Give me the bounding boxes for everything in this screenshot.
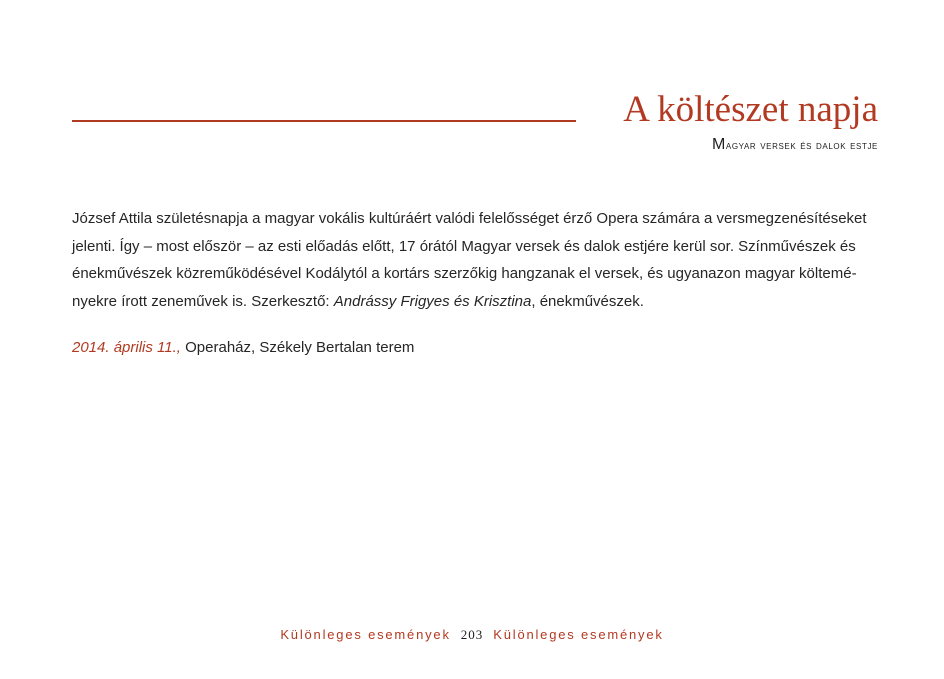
page-footer [0,626,944,644]
event-venue: Operaház, Székely Bertalan terem [180,339,415,356]
body-text-intro: József Attila születésnapja a magyar vokális kultúráért valódi felelősséget érző Opera számára a versmegzenésítéseket jelenti. Így – most először – az esti előadás előtt, 17 órától Magyar versek és dalok estjére kerül sor. Színművészek és énekművészek közreműködésével Kodálytól a kortárs szerzőkig hangzanak el versek, és ugyanazon magyar költeményekre írott zeneművek is. Szerkesztő: [72,210,867,310]
body-paragraph [72,205,872,315]
event-date: 2014. április 11., [72,339,181,356]
page-subtitle: Magyar versek és dalok estje [711,136,878,153]
editor-names: Andrássy Frigyes és Krisztina [333,292,532,310]
event-details [72,334,414,361]
title-row [72,88,878,132]
footer-section-right: Különleges események [493,627,664,642]
page-title: A költészet napja [623,89,878,130]
body-text-outro: , énekművészek. [531,292,644,310]
footer-section-left: Különleges események [280,627,451,642]
page-number: 203 [460,627,484,642]
title-rule-divider [72,120,576,122]
